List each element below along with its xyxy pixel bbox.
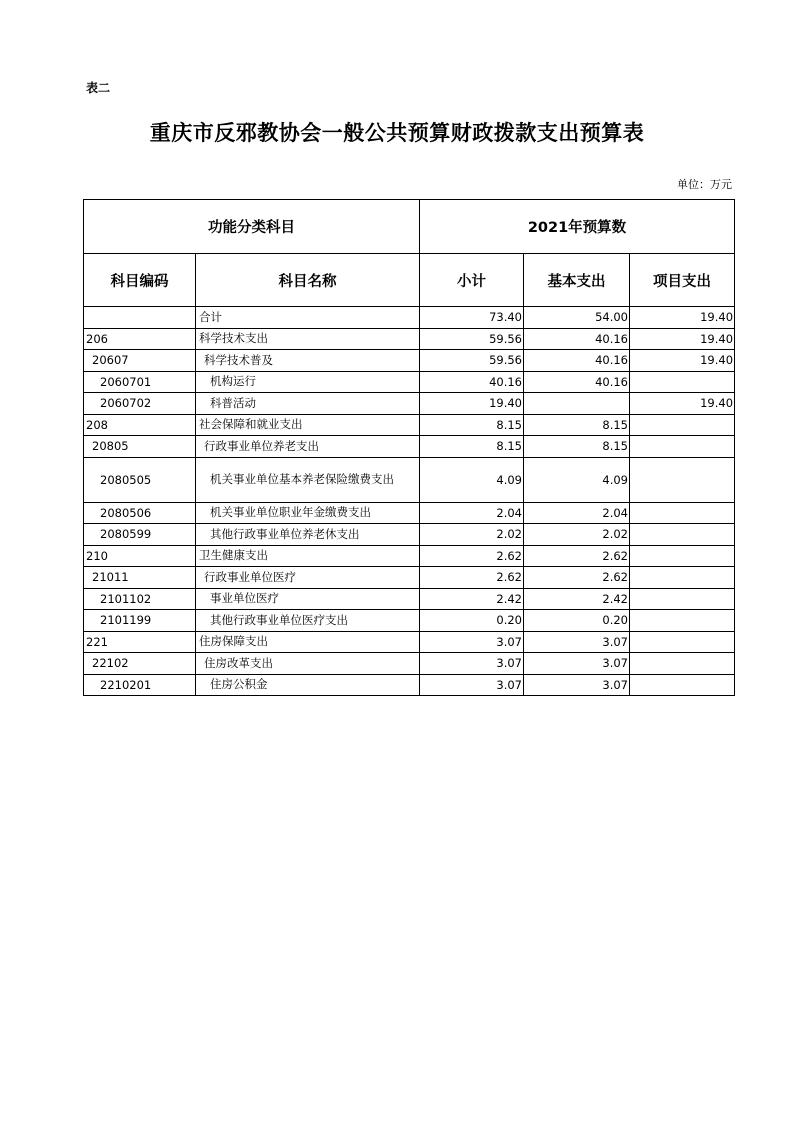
table-row	[84, 567, 735, 589]
row-basic: 40.16	[524, 328, 630, 350]
row-project	[630, 502, 735, 524]
table-row	[84, 524, 735, 546]
row-name: 其他行政事业单位养老休支出	[196, 524, 420, 546]
row-basic: 3.07	[524, 653, 630, 675]
row-subtotal: 2.42	[420, 588, 524, 610]
row-name: 合计	[196, 307, 420, 329]
row-project	[630, 610, 735, 632]
row-code: 2101102	[84, 588, 196, 610]
row-subtotal: 40.16	[420, 371, 524, 393]
row-code: 2080505	[84, 457, 196, 502]
row-name: 机关事业单位基本养老保险缴费支出	[196, 457, 420, 502]
row-code: 2101199	[84, 610, 196, 632]
unit-note: 单位：万元	[677, 178, 732, 191]
row-basic: 3.07	[524, 674, 630, 696]
row-subtotal: 8.15	[420, 436, 524, 458]
header-column-row	[84, 254, 735, 307]
row-subtotal: 2.62	[420, 567, 524, 589]
row-basic: 0.20	[524, 610, 630, 632]
row-basic: 2.02	[524, 524, 630, 546]
row-subtotal: 4.09	[420, 457, 524, 502]
row-basic	[524, 393, 630, 415]
table-row	[84, 371, 735, 393]
table-row	[84, 328, 735, 350]
row-name: 行政事业单位医疗	[196, 567, 420, 589]
document-title: 重庆市反邪教协会一般公共预算财政拨款支出预算表	[149, 121, 645, 145]
header-project: 项目支出	[630, 254, 735, 307]
table-row	[84, 393, 735, 415]
row-name: 住房改革支出	[196, 653, 420, 675]
row-code: 2060702	[84, 393, 196, 415]
table-row	[84, 588, 735, 610]
table-row	[84, 545, 735, 567]
row-basic: 8.15	[524, 436, 630, 458]
row-name: 机关事业单位职业年金缴费支出	[196, 502, 420, 524]
row-basic: 2.62	[524, 567, 630, 589]
row-code: 206	[84, 328, 196, 350]
row-project: 19.40	[630, 350, 735, 372]
row-subtotal: 59.56	[420, 350, 524, 372]
row-basic: 4.09	[524, 457, 630, 502]
row-code: 2060701	[84, 371, 196, 393]
row-subtotal: 19.40	[420, 393, 524, 415]
row-code: 221	[84, 631, 196, 653]
row-project	[630, 545, 735, 567]
row-code	[84, 307, 196, 329]
row-project	[630, 371, 735, 393]
row-name: 科学技术普及	[196, 350, 420, 372]
row-code: 20805	[84, 436, 196, 458]
header-budget-2021: 2021年预算数	[420, 200, 735, 254]
table-row	[84, 610, 735, 632]
row-subtotal: 2.02	[420, 524, 524, 546]
row-subtotal: 59.56	[420, 328, 524, 350]
row-basic: 2.62	[524, 545, 630, 567]
header-group-row	[84, 200, 735, 254]
row-subtotal: 2.62	[420, 545, 524, 567]
table-row	[84, 631, 735, 653]
row-code: 2210201	[84, 674, 196, 696]
row-subtotal: 3.07	[420, 674, 524, 696]
row-code: 20607	[84, 350, 196, 372]
table-row	[84, 350, 735, 372]
row-name: 行政事业单位养老支出	[196, 436, 420, 458]
row-subtotal: 3.07	[420, 653, 524, 675]
row-basic: 2.04	[524, 502, 630, 524]
table-row	[84, 414, 735, 436]
row-basic: 3.07	[524, 631, 630, 653]
header-name: 科目名称	[196, 254, 420, 307]
header-subtotal: 小计	[420, 254, 524, 307]
row-code: 2080599	[84, 524, 196, 546]
row-name: 卫生健康支出	[196, 545, 420, 567]
row-basic: 2.42	[524, 588, 630, 610]
row-name: 其他行政事业单位医疗支出	[196, 610, 420, 632]
row-name: 住房保障支出	[196, 631, 420, 653]
table-row	[84, 436, 735, 458]
row-basic: 54.00	[524, 307, 630, 329]
row-code: 2080506	[84, 502, 196, 524]
row-project	[630, 588, 735, 610]
table-row	[84, 457, 735, 502]
row-name: 住房公积金	[196, 674, 420, 696]
header-basic: 基本支出	[524, 254, 630, 307]
row-code: 21011	[84, 567, 196, 589]
header-code: 科目编码	[84, 254, 196, 307]
row-subtotal: 73.40	[420, 307, 524, 329]
header-functional-classification: 功能分类科目	[84, 200, 420, 254]
row-project	[630, 674, 735, 696]
row-subtotal: 8.15	[420, 414, 524, 436]
row-project: 19.40	[630, 393, 735, 415]
row-project	[630, 524, 735, 546]
row-basic: 8.15	[524, 414, 630, 436]
table-row	[84, 674, 735, 696]
row-name: 机构运行	[196, 371, 420, 393]
row-project	[630, 567, 735, 589]
table-row	[84, 307, 735, 329]
row-subtotal: 0.20	[420, 610, 524, 632]
table-row	[84, 653, 735, 675]
row-project	[630, 414, 735, 436]
row-project	[630, 436, 735, 458]
row-name: 事业单位医疗	[196, 588, 420, 610]
budget-table	[83, 199, 735, 696]
row-project: 19.40	[630, 307, 735, 329]
row-subtotal: 2.04	[420, 502, 524, 524]
row-code: 210	[84, 545, 196, 567]
row-name: 科学技术支出	[196, 328, 420, 350]
table-label: 表二	[86, 81, 111, 95]
row-name: 科普活动	[196, 393, 420, 415]
row-project	[630, 457, 735, 502]
table-body	[84, 307, 735, 696]
row-code: 22102	[84, 653, 196, 675]
row-project	[630, 631, 735, 653]
table-row	[84, 502, 735, 524]
row-basic: 40.16	[524, 371, 630, 393]
row-project: 19.40	[630, 328, 735, 350]
row-subtotal: 3.07	[420, 631, 524, 653]
row-basic: 40.16	[524, 350, 630, 372]
row-name: 社会保障和就业支出	[196, 414, 420, 436]
row-code: 208	[84, 414, 196, 436]
row-project	[630, 653, 735, 675]
